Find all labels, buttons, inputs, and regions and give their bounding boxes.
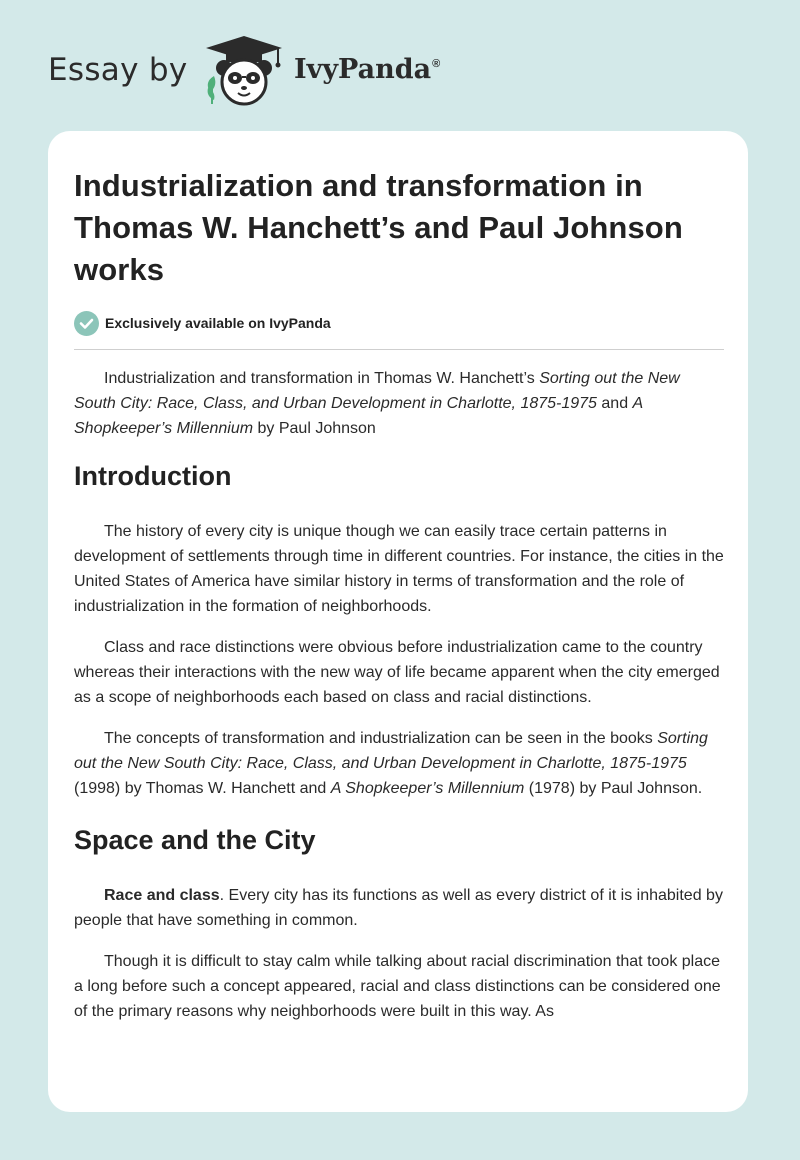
paragraph: Class and race distinctions were obvious before industrialization came to the country whereas their interactions with the new way of life became apparent when the city emerged as a scope of neighborhoods each based on class and racial distinctions.	[74, 639, 720, 706]
paragraph-text: . Every city has its functions as well as every district of it is inhabited by people that have something in common.	[74, 887, 723, 929]
paragraph	[74, 883, 724, 933]
check-icon	[74, 311, 99, 336]
book-title: Sorting out the New South City: Race, Class, and Urban Development in Charlotte, 1875-1975	[74, 370, 680, 412]
panda-graduate-icon[interactable]	[202, 34, 286, 110]
book-title: A Shopkeeper’s Millennium	[74, 395, 643, 437]
paragraph-text: (1998) by Thomas W. Hanchett and	[74, 780, 331, 797]
book-title: A Shopkeeper’s Millennium	[330, 780, 525, 797]
subtitle-text: and	[596, 395, 633, 412]
section-heading-space-and-the-city: Space and the City	[74, 825, 316, 855]
brand-name	[294, 54, 440, 85]
section-heading-introduction: Introduction	[74, 461, 232, 491]
divider	[74, 349, 724, 350]
paragraph-text: (1978) by Paul Johnson.	[524, 780, 703, 797]
exclusive-badge	[74, 310, 724, 336]
paragraph: Though it is difficult to stay calm while talking about racial discrimination that took place a long before such a concept appeared, racial and class distinctions can be considered one of the primary reasons why neighborhoods were built in this way. As	[74, 953, 721, 1020]
paragraph-text: The concepts of transformation and industrialization can be seen in the books	[104, 730, 658, 747]
book-title: Sorting out the New South City: Race, Class, and Urban Development in Charlotte, 1875-1975	[74, 730, 708, 772]
subtitle-text: by Paul Johnson	[253, 420, 376, 437]
essay-subtitle	[74, 366, 724, 441]
subtitle-text: Industrialization and transformation in Thomas W. Hanchett’s	[104, 370, 540, 387]
paragraph	[74, 726, 724, 801]
paragraph-lead: Race and class	[104, 887, 220, 904]
essay-card	[48, 131, 748, 1112]
site-header	[48, 34, 528, 110]
exclusive-badge-text: Exclusively available on IvyPanda	[105, 315, 331, 331]
essay-by-label: Essay by	[48, 52, 188, 88]
brand-text: IvyPanda	[294, 54, 432, 85]
essay-content	[74, 165, 724, 1024]
essay-title: Industrialization and transformation in Thomas W. Hanchett’s and Paul Johnson works	[74, 168, 683, 287]
registered-mark: ®	[432, 58, 441, 70]
paragraph: The history of every city is unique though we can easily trace certain patterns in development of settlements through time in different countries. For instance, the cities in the United States of America have similar history in terms of transformation and the role of industrialization in the formation of neighborhoods.	[74, 523, 724, 615]
